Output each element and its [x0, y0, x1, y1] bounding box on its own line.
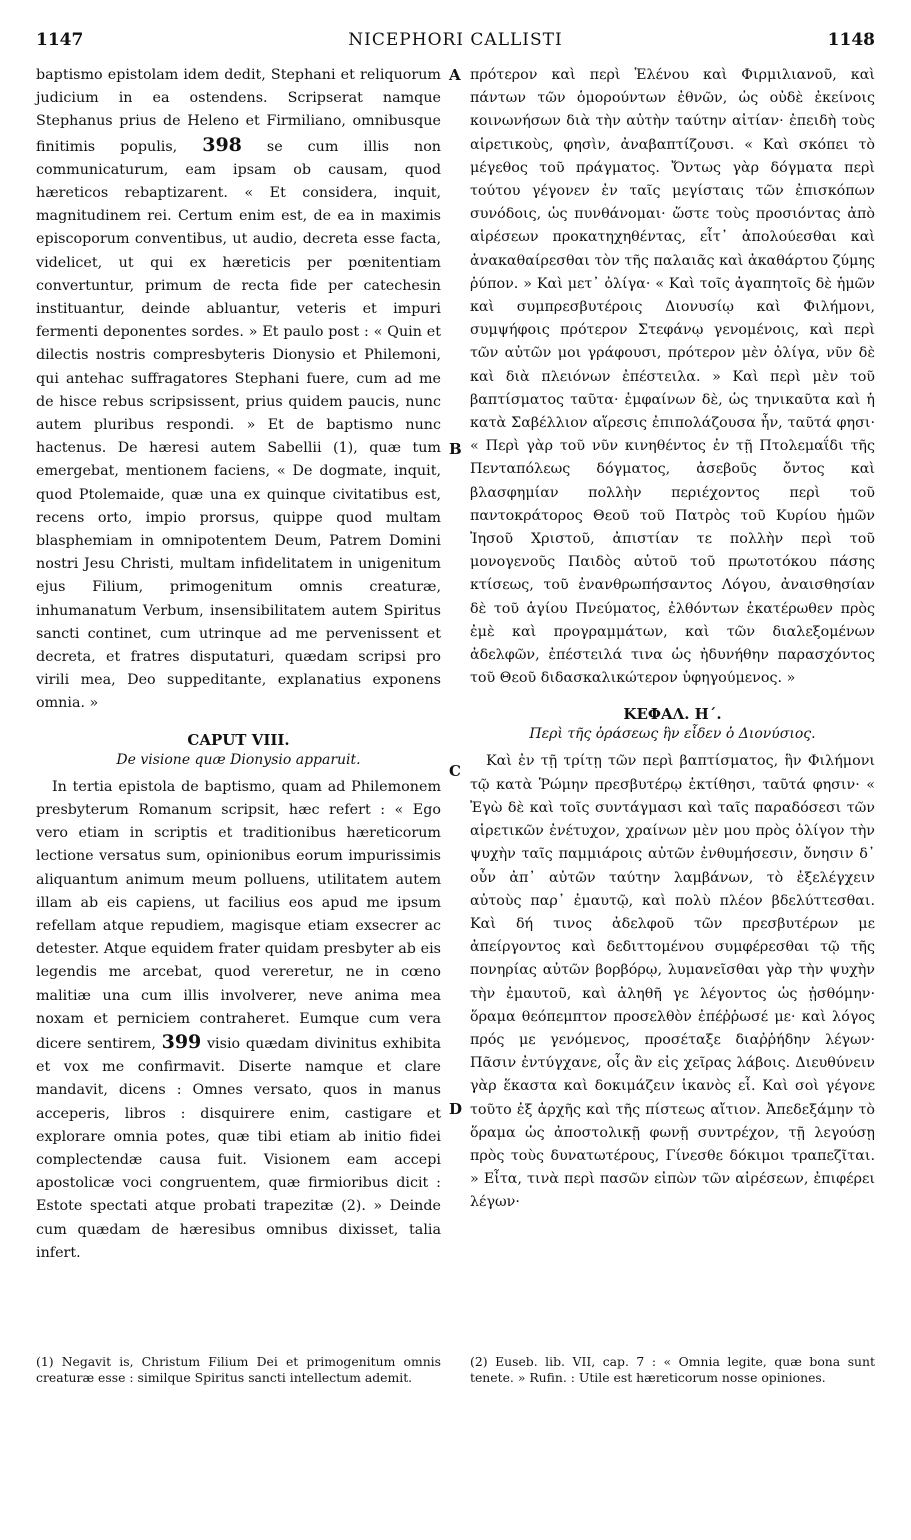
running-title: NICEPHORI CALLISTI	[348, 30, 563, 50]
chapter-subtitle-latin: De visione quæ Dionysio apparuit.	[116, 751, 361, 768]
page-number-left: 1147	[36, 30, 84, 50]
margin-letter-a: A	[449, 66, 461, 84]
greek-paragraph-1: πρότερον καὶ περὶ Ἑλένου καὶ Φιρμιλιανοῦ, καὶ πάντων τῶν ὁμορούντων ἐθνῶν, ὡς οὐδὲ ἐκείνοις κοινωνήσων διὰ τὴν αὐτὴν ταύτην αἰτίαν· ἐπειδὴ τοὺς αἱρετικοὺς, φησὶν, ἀναβαπτίζουσι. « Καὶ σκόπει τὸ μέγεθος τοῦ πράγματος. Ὄντως γὰρ δόγματα περὶ τούτου γέγονεν ἐν ταῖς μεγίσταις τῶν ἐπισκόπων συνόδοις, ὡς πυνθάνομαι· ὥστε τοὺς προσιόντας ἀπὸ αἱρέσεων προκατηχηθέντας, εἶτ᾽ ἀπολούεσθαι καὶ ἀνακαθαίρεσθαι τὸν τῆς παλαιᾶς καὶ ἀκαθάρτου ζύμης ῥύπον. » Καὶ μετ᾽ ὀλίγα· « Καὶ τοῖς ἀγαπητοῖς δὲ ἡμῶν καὶ συμπρεσβυτέροις Διονυσίῳ καὶ Φιλήμονι, συμψήφοις πρότερον Στεφάνῳ γενομένοις, καὶ περὶ τῶν αὐτῶν μοι γράφουσι, πρότερον μὲν ὀλίγα, νῦν δὲ καὶ διὰ πλειόνων ἐπέστειλα. » Καὶ περὶ μὲν τοῦ βαπτίσματος ταῦτα· ἐμφαίνων δὲ, ὡς τηνικαῦτα καὶ ἡ κατὰ Σαβέλλιον αἵρεσις ἐπιπολάζουσα ἦν, ταῦτά φησι· « Περὶ γὰρ τοῦ νῦν κινηθέντος ἐν τῇ Πτολεμαΐδι τῆς Πενταπόλεως δόγματος, ἀσεβοῦς ὄντος καὶ βλασφημίαν πολλὴν περιέχοντος περὶ τοῦ παντοκράτορος Θεοῦ τοῦ Πατρὸς τοῦ Κυρίου ἡμῶν Ἰησοῦ Χριστοῦ, ἀπιστίαν τε πολλὴν περὶ τοῦ μονογενοῦς Παιδὸς αὐτοῦ τοῦ πρωτοτόκου πάσης κτίσεως, τοῦ ἐνανθρωπήσαντος Λόγου, ἀναισθησίαν δὲ τοῦ ἁγίου Πνεύματος, ἐλθόντων ἑκατέρωθεν πρὸς ἐμὲ καὶ προγραμμάτων, καὶ τῶν διαλεξομένων ἀδελφῶν, ἐπέστειλά τινα ὡς ἠδυνήθην παρασχόντος τοῦ Θεοῦ διδασκαλικώτερον ὑφηγούμενος. »	[470, 67, 875, 687]
latin-text: visio quædam divinitus exhibita et vox me confirmavit. Diserte namque et clare mandavit, dicens : Omnes versato, quos in manus acceperis, libros : disquirere enim, castigare et explorare omnia potes, quæ tibi etiam ab initio fidei complectendæ causa fuit. Visionem eam accepi apostolicæ voci congruentem, quæ firmioribus dicit : Estote spectati atque probati trapezitæ (2). » Deinde cum quædam de hæresibus omnibus dixisset, talia infert.	[36, 1035, 442, 1261]
page-header	[36, 30, 875, 60]
latin-paragraph-2	[36, 776, 441, 1265]
latin-column	[36, 64, 441, 1265]
greek-column	[470, 64, 875, 1215]
margin-letter-c: C	[449, 762, 461, 780]
margin-letter-d: D	[449, 1100, 463, 1118]
column-number-mark: 398	[202, 133, 242, 156]
latin-paragraph-1	[36, 64, 441, 716]
chapter-title-latin: CAPUT VIII.	[187, 730, 290, 749]
latin-text: se cum illis non communicaturum, eam ipsam ob causam, quod hæreticos rebaptizarent. « Et considera, inquit, magnitudinem rei. Certum enim est, de ea in maximis episcoporum conventibus, ut audio, decreta esse facta, videlicet, ut qui ex hæreticis per pœnitentiam convertuntur, primum de recta fide per catechesin instituantur, deinde abluantur, veteris et impuri fermenti deponentes sordes. » Et paulo post : « Quin et dilectis nostris compresbyteris Dionysio et Philemoni, qui antehac suffragatores Stephani fuere, cum ad me de hisce rebus scripsissent, prius quidem paucis, nunc autem pluribus respondi. » Et de baptismo nunc hactenus. De hæresi autem Sabellii (1), quæ tum emergebat, mentionem faciens, « De dogmate, inquit, quod Ptolemaide, quæ una ex quinque civitatibus est, recens orto, impio prorsus, quippe quod multam blasphemiam in omnipotentem Deum, Patrem Domini nostri Jesu Christi, multam infidelitatem in unigenitum ejus Filium, primogenitum omnis creaturæ, inhumanatum Verbum, insensibilitatem autem Spiritus sancti continet, cum utrinque ad me pervenissent et decreta, et fratres disputaturi, quædam scripsi pro virili mea, Deo suppeditante, explanatius exponens omnia. »	[36, 138, 442, 712]
chapter-subtitle-greek: Περὶ τῆς ὁράσεως ἣν εἶδεν ὁ Διονύσιος.	[529, 726, 816, 743]
chapter-title-greek: ΚΕΦΑΛ. Η΄.	[623, 705, 722, 724]
page-number-right: 1148	[827, 30, 875, 50]
latin-text: baptismo epistolam idem dedit, Stephani et reliquorum judicium in ea ostendens. Scripserat namque Stephanus prius de Heleno et Firmiliano, omnibusque finitimis populis,	[36, 67, 441, 155]
greek-paragraph-2: Καὶ ἐν τῇ τρίτῃ τῶν περὶ βαπτίσματος, ἣν Φιλήμονι τῷ κατὰ Ῥώμην πρεσβυτέρῳ ἐκτίθησι, ταῦτά φησιν· « Ἐγὼ δὲ καὶ τοῖς συντάγμασι καὶ ταῖς παραδόσεσι τῶν αἱρετικῶν ἐνέτυχον, χραίνων μὲν μου πρὸς ὀλίγον τὴν ψυχὴν ταῖς παμμιάροις αὐτῶν ἐνθυμήσεσιν, ὄνησιν δ᾽ οὖν ἀπ᾽ αὐτῶν ταύτην λαμβάνων, τὸ ἐξελέγχειν αὐτοὺς παρ᾽ ἐμαυτῷ, καὶ πολὺ πλέον βδελύττεσθαι. Καὶ δή τινος ἀδελφοῦ τῶν πρεσβυτέρων με ἀπείργοντος καὶ δεδιττομένου συμφέρεσθαι τῷ τῆς πονηρίας αὐτῶν βορβόρῳ, λυμανεῖσθαι γὰρ τὴν ψυχὴν τὴν ἐμαυτοῦ, καὶ ἀληθῆ γε λέγοντος ὡς ᾐσθόμην· ὅραμα θεόπεμπτον προσελθὸν ἐπέῤῥωσέ με· καὶ λόγος πρός με γενόμενος, προσέταξε διαῤῥήδην λέγων· Πᾶσιν ἐντύγχανε, οἷς ἂν εἰς χεῖρας λάβοις. Διευθύνειν γὰρ ἕκαστα καὶ δοκιμάζειν ἱκανὸς εἶ. Καὶ σοὶ γέγονε τοῦτο ἐξ ἀρχῆς καὶ τῆς πίστεως αἴτιον. Ἀπεδεξάμην τὸ ὅραμα ὡς ἀποστολικῇ φωνῇ συντρέχον, τῇ λεγούσῃ πρὸς τοὺς δυνατωτέρους, Γίνεσθε δόκιμοι τραπεζῖται. » Εἶτα, τινὰ περὶ πασῶν εἰπὼν τῶν αἱρέσεων, ἐπιφέρει λέγων·	[470, 753, 875, 1211]
footnote-latin: (1) Negavit is, Christum Filium Dei et primogenitum omnis creaturæ esse : similque Spiritus sancti intellectum ademit.	[36, 1354, 441, 1385]
footnote-greek: (2) Euseb. lib. VII, cap. 7 : « Omnia legite, quæ bona sunt tenete. » Rufin. : Utile est hæreticorum nosse opiniones.	[470, 1354, 875, 1385]
column-number-mark: 399	[161, 1030, 202, 1053]
margin-letter-b: B	[449, 440, 462, 458]
latin-text: In tertia epistola de baptismo, quam ad Philemonem presbyterum Romanum scripsit, hæc refert : « Ego vero etiam in scriptis et traditionibus hæreticorum lectione versatus sum, opinionibus eorum impurissimis aliquantum animum meum polluens, utilitatem autem illam ab eis capiens, ut facilius eos apud me ipsum refellam atque repudiem, magisque etiam exsecrer ac detester. Atque equidem frater quidam presbyter ab eis legendis me arcebat, quod vereretur, ne in cœno malitiæ una cum illis involverer, neve anima mea noxam et perniciem contraheret. Eumque cum vera dicere sentirem,	[36, 778, 441, 1052]
